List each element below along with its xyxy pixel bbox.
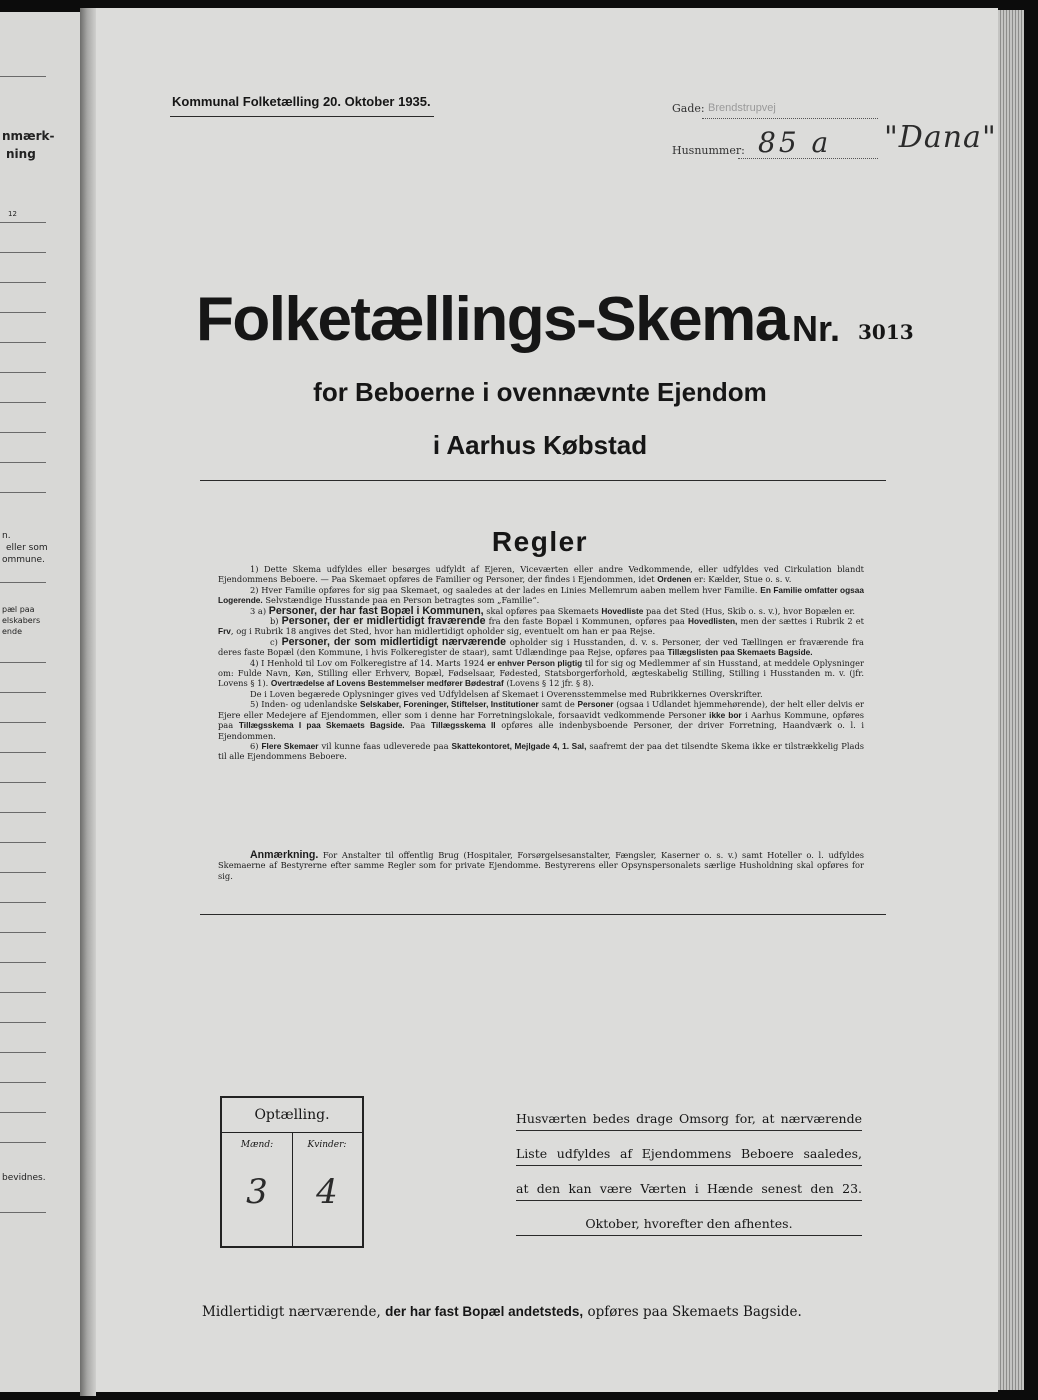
left-page-rule — [0, 1022, 46, 1023]
rule-2: 2) Hver Familie opføres for sig paa Skemaet, og saaledes at der lades en Linies Mellemrum aaben mellem hver Familie. En Familie omfatter ogsaa Logerende. Selvstændige Husstande paa en Person betragtes som „Familie“. — [218, 584, 865, 606]
left-page-rule — [0, 582, 46, 583]
notice-line: at den kan være Værten i Hænde senest den 23. — [516, 1172, 862, 1201]
census-title-underline — [170, 116, 434, 117]
left-page-heading-1: nmærk- — [2, 129, 55, 143]
left-page-rule — [0, 692, 46, 693]
left-page-rule — [0, 372, 46, 373]
count-men-value: 3 — [246, 1172, 268, 1212]
count-box — [220, 1096, 364, 1248]
divider — [200, 914, 886, 915]
landlord-notice — [516, 1102, 862, 1242]
left-page-rule — [0, 342, 46, 343]
rules-text — [218, 564, 864, 762]
rule-5: 5) Inden- og udenlandske Selskaber, Foreninger, Stiftelser, Institutioner samt de Personer (ogsaa i Udlandet hjemmehørende), der helt eller delvis er Ejere eller Medejere af Ejendommen, eller som i denne har Forretningslokale, forsaavidt vedkommende Personer ikke bor i Aarhus Kommune, opføres paa Tillægsskema I paa Skemaets Bagside. Paa Tillægsskema II opføres alle indenbysboende Personer, der driver Forretning, Haandværk o. l. i Ejendommen. — [218, 699, 865, 741]
left-page-column-number: 12 — [8, 210, 17, 218]
left-page-rule — [0, 282, 46, 283]
left-page-rule — [0, 962, 46, 963]
left-page-note: elskabers — [2, 616, 41, 625]
left-page-rule — [0, 222, 46, 223]
notice-line: Husværten bedes drage Omsorg for, at nærværende — [516, 1102, 862, 1131]
left-page-rule — [0, 1052, 46, 1053]
left-page-rule — [0, 1212, 46, 1213]
count-men-label: Mænd: — [240, 1140, 274, 1150]
left-page-rule — [0, 992, 46, 993]
form-title: Folketællings-Skema — [196, 285, 788, 354]
house-number-value: 85 a — [758, 126, 832, 159]
left-page-rule — [0, 402, 46, 403]
left-page-rule — [0, 842, 46, 843]
left-page-rule — [0, 462, 46, 463]
left-page-rule — [0, 76, 46, 77]
count-box-title: Optælling. — [222, 1098, 362, 1133]
left-page-note: pæl paa — [2, 605, 35, 614]
page-edges — [998, 10, 1024, 1390]
count-men-column — [222, 1132, 293, 1246]
remark-paragraph — [218, 850, 864, 881]
form-number-value: 3013 — [858, 320, 914, 344]
count-women-label: Kvinder: — [307, 1140, 347, 1150]
house-name-value: "Dana" — [884, 120, 997, 155]
form-number-label: Nr. — [792, 308, 841, 349]
left-page-rule — [0, 1082, 46, 1083]
left-page-rule — [0, 722, 46, 723]
left-page-rule — [0, 752, 46, 753]
form-page — [96, 8, 998, 1392]
left-page-rule — [0, 662, 46, 663]
left-page-rule — [0, 812, 46, 813]
book-gutter — [80, 8, 96, 1396]
count-women-column — [292, 1132, 362, 1246]
left-page-rule — [0, 872, 46, 873]
left-page-note: eller som — [6, 543, 48, 553]
notice-line: Oktober, hvorefter den afhentes. — [516, 1207, 862, 1236]
footer-note: Midlertidigt nærværende, der har fast Bopæl andetsteds, opføres paa Skemaets Bagside. — [202, 1304, 802, 1320]
left-page-rule — [0, 1142, 46, 1143]
rule-4: 4) I Henhold til Lov om Folkeregistre af 14. Marts 1924 er enhver Person pligtig til for sig og Medlemmer af sin Husstand, at meddele Oplysninger om: Fulde Navn, Køn, Stilling eller Erhverv, Bopæl, Fødselsaar, Fødested, Statsborgerforhold, ægteskabelig Stilling, Stilling i Husstanden m. v. (jfr. Lovens § 1). Overtrædelse af Lovens Bestemmelser medfører Bødestraf (Lovens § 12 jfr. § 8). — [218, 657, 865, 689]
left-page-heading-2: ning — [6, 147, 36, 161]
form-subtitle-1: for Beboerne i ovennævnte Ejendom — [313, 377, 767, 407]
notice-line: Liste udfyldes af Ejendommens Beboere saaledes, — [516, 1137, 862, 1166]
left-page-note: ommune. — [2, 555, 45, 565]
left-page-rule — [0, 902, 46, 903]
divider — [200, 480, 886, 481]
street-field-line — [702, 118, 878, 119]
street-label: Gade: — [672, 102, 705, 115]
rules-heading: Regler — [491, 526, 589, 557]
left-page-note: ende — [2, 627, 22, 636]
rule-1: 1) Dette Skema udfyldes eller besørges udfyldt af Ejeren, Viceværten eller andre Vedkommende, eller udfyldes ved Cirkulation blandt Ejendommens Beboere. — Paa Skemaet opføres de Familier og Personer, der findes i Ejendommen, idet Ordenen er: Kælder, Stue o. s. v. — [218, 564, 864, 585]
rule-6: 6) Flere Skemaer vil kunne faas udleverede paa Skattekontoret, Mejlgade 4, 1. Sal, saafremt der paa det tilsendte Skema ikke er tilstrækkelig Plads til alle Ejendommens Beboere. — [218, 740, 865, 762]
left-page-rule — [0, 932, 46, 933]
rule-3a: 3 a) Personer, der har fast Bopæl i Kommunen, skal opføres paa Skemaets Hovedliste paa det Sted (Hus, Skib o. s. v.), hvor Bopælen er. — [250, 604, 856, 617]
left-page-rule — [0, 492, 46, 493]
remark-text: For Anstalter til offentlig Brug (Hospitaler, Forsørgelsesanstalter, Fængsler, Kaserner o. s. v.) samt Hoteller o. l. udfyldes Skemaerne af Bestyrerne efter samme Regler som for private Ejendomme. Bestyrerens eller Opsynspersonalets særlige Husholdning skal opføres for sig. — [218, 850, 864, 881]
left-page-rule — [0, 782, 46, 783]
census-title: Kommunal Folketælling 20. Oktober 1935. — [172, 94, 431, 109]
left-page-note: n. — [2, 531, 11, 541]
left-page-rule — [0, 312, 46, 313]
left-page-note: bevidnes. — [2, 1173, 46, 1183]
left-facing-page — [0, 12, 82, 1392]
house-number-label: Husnummer: — [672, 144, 745, 157]
street-value: Brendstrupvej — [708, 102, 776, 114]
left-page-rule — [0, 1112, 46, 1113]
left-page-rule — [0, 432, 46, 433]
form-subtitle-2: i Aarhus Købstad — [432, 430, 648, 460]
rule-3c: c) Personer, der som midlertidigt nærværende opholder sig i Husstanden, d. v. s. Personer, der ved Tællingen er fraværende fra deres faste Bopæl (den Kommune, i hvis Folkeregister de staar), samt Udlændinge paa Rejse, opføres paa Tillægslisten paa Skemaets Bagside. — [218, 635, 864, 658]
left-page-rule — [0, 252, 46, 253]
rule-3b: b) Personer, der er midlertidigt fraværende fra den faste Bopæl i Kommunen, opføres paa Hovedlisten, men der sættes i Rubrik 2 et Frv, og i Rubrik 18 angives det Sted, hvor han midlertidigt opholder sig, eventuelt om han er paa Rejse. — [218, 615, 864, 637]
rule-4-note: De i Loven begærede Oplysninger gives ved Udfyldelsen af Skemaet i Overensstemmelse med Rubrikkernes Overskrifter. — [250, 688, 763, 699]
count-women-value: 4 — [316, 1172, 338, 1212]
remark-label: Anmærkning. — [250, 849, 319, 861]
